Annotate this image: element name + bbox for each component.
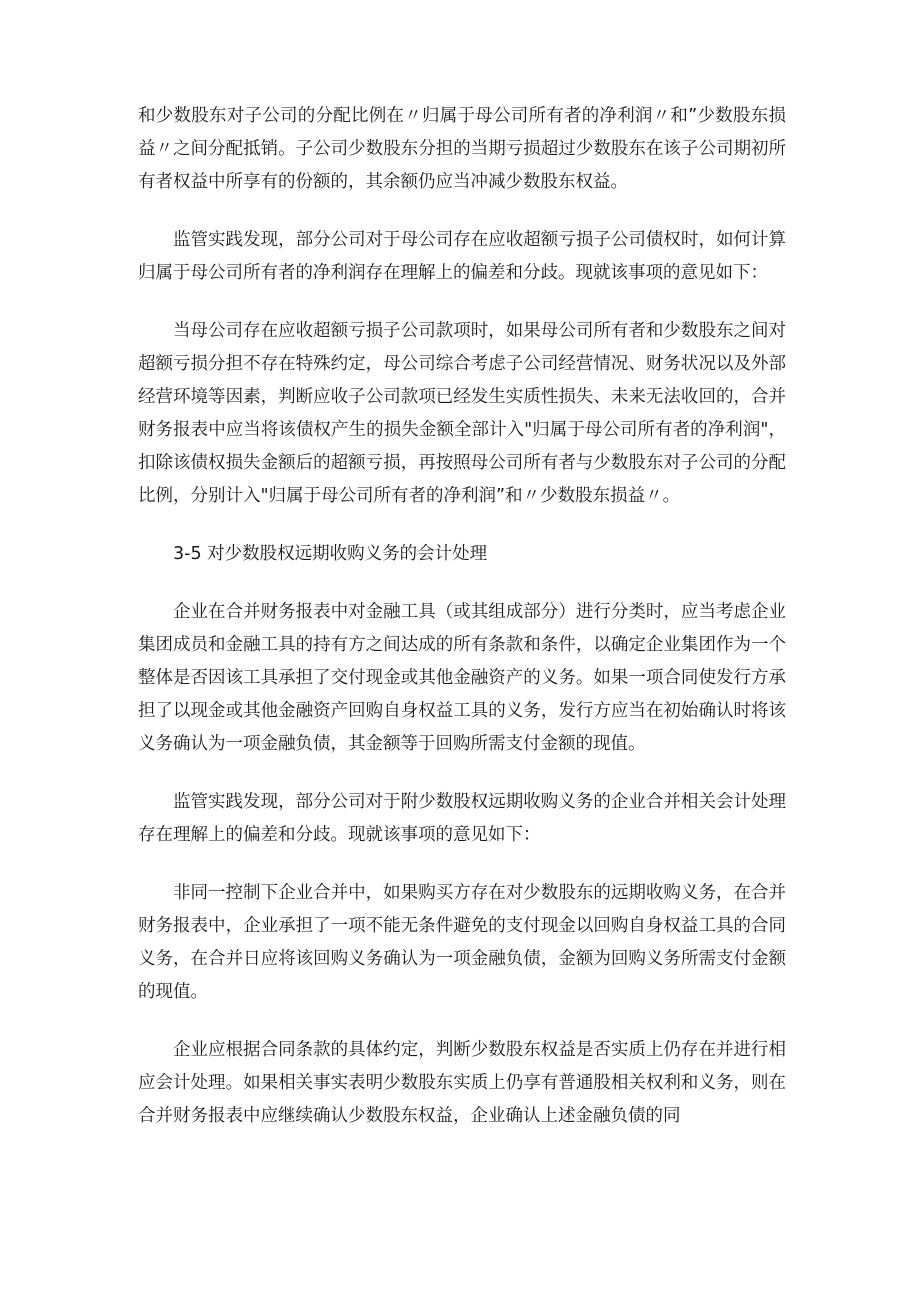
- paragraph-6: 非同一控制下企业合并中，如果购买方存在对少数股东的远期收购义务，在合并财务报表中，企业承担了一项不能无条件避免的支付现金以回购自身权益工具的合同义务，在合并日应将该回购义务确认为一项金融负债，金额为回购义务所需支付金额的现值。: [138, 883, 786, 1002]
- paragraph-3: 当母公司存在应收超额亏损子公司款项时，如果母公司所有者和少数股东之间对超额亏损分担不存在特殊约定，母公司综合考虑子公司经营情况、财务状况以及外部经营环境等因素，判断应收子公司款项已经发生实质性损失、未来无法收回的，合并财务报表中应当将该债权产生的损失金额全部计入"归属于母公司所有者的净利润"，扣除该债权损失金额后的超额亏损，再按照母公司所有者与少数股东对子公司的分配比例，分别计入"归属于母公司所有者的净利润”和〃少数股东损益〃。: [138, 321, 786, 506]
- paragraph-5: 监管实践发现，部分公司对于附少数股权远期收购义务的企业合并相关会计处理存在理解上的偏差和分歧。现就该事项的意见如下：: [138, 792, 786, 845]
- paragraph-4: 企业在合并财务报表中对金融工具（或其组成部分）进行分类时，应当考虑企业集团成员和金融工具的持有方之间达成的所有条款和条件，以确定企业集团作为一个整体是否因该工具承担了交付现金或其他金融资产的义务。如果一项合同使发行方承担了以现金或其他金融资产回购自身权益工具的义务，发行方应当在初始确认时将该义务确认为一项金融负债，其金额等于回购所需支付金额的现值。: [138, 602, 786, 754]
- paragraph-2: 监管实践发现，部分公司对于母公司存在应收超额亏损子公司债权时，如何计算归属于母公司所有者的净利润存在理解上的偏差和分歧。现就该事项的意见如下：: [138, 230, 786, 283]
- paragraph-1: 和少数股东对子公司的分配比例在〃归属于母公司所有者的净利润〃和”少数股东损益〃之间分配抵销。子公司少数股东分担的当期亏损超过少数股东在该子公司期初所有者权益中所享有的份额的，其余额仍应当冲减少数股东权益。: [138, 106, 786, 192]
- document-body: [138, 100, 786, 1158]
- section-heading: 3-5 对少数股权远期收购义务的会计处理: [173, 544, 488, 564]
- paragraph-7: 企业应根据合同条款的具体约定，判断少数股东权益是否实质上仍存在并进行相应会计处理。如果相关事实表明少数股东实质上仍享有普通股相关权利和义务，则在合并财务报表中应继续确认少数股东权益，企业确认上述金融负债的同: [138, 1040, 786, 1126]
